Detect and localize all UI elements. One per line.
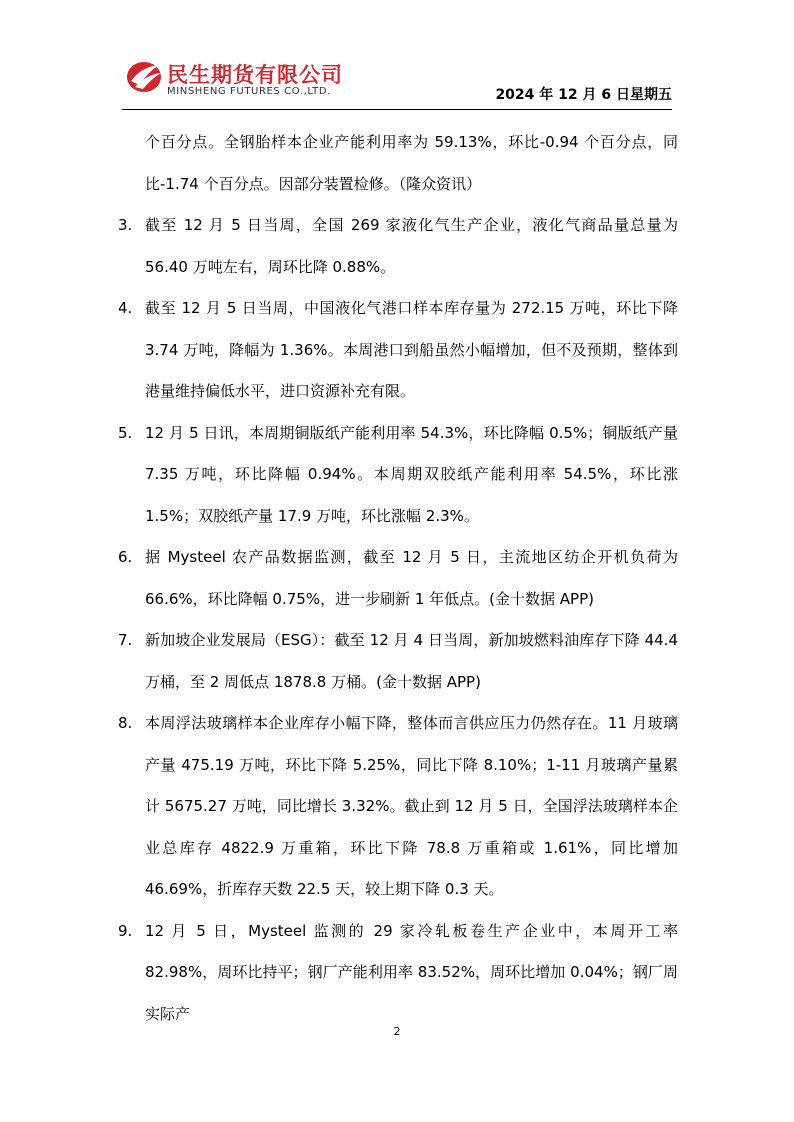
logo-chinese-name: 民生期货有限公司	[167, 63, 343, 87]
list-item	[118, 288, 678, 413]
page-number: 2	[393, 1025, 401, 1038]
item-text: 截至 12 月 5 日当周，全国 269 家液化气生产企业，液化气商品量总量为 56.40 万吨左右，周环比降 0.88%。	[145, 216, 678, 276]
item-text: 新加坡企业发展局（ESG）：截至 12 月 4 日当周，新加坡燃料油库存下降 44.4 万桶，至 2 周低点 1878.8 万桶。(金十数据 APP)	[145, 631, 678, 691]
list-item	[118, 620, 678, 703]
item-text: 据 Mysteel 农产品数据监测，截至 12 月 5 日，主流地区纺企开机负荷为 66.6%，环比降幅 0.75%，进一步刷新 1 年低点。(金十数据 APP)	[145, 548, 678, 608]
item-number: 7.	[118, 631, 133, 649]
list-item	[118, 205, 678, 288]
item-text: 本周浮法玻璃样本企业库存小幅下降，整体而言供应压力仍然存在。11 月玻璃产量 475.19 万吨，环比下降 5.25%，同比下降 8.10%；1-11 月玻璃产量累计 5675.27 万吨，同比增长 3.32%。截止到 12 月 5 日，全国浮法玻璃样本企业总库存 4822.9 万重箱，环比下降 78.8 万重箱或 1.61%，同比增加 46.69%，折库存天数 22.5 天，较上期下降 0.3 天。	[145, 714, 678, 898]
report-date: 2024 年 12 月 6 日星期五	[495, 87, 672, 103]
item-text: 截至 12 月 5 日当周，中国液化气港口样本库存量为 272.15 万吨，环比下降 3.74 万吨，降幅为 1.36%。本周港口到船虽然小幅增加，但不及预期，整体到港量维持偏低水平，进口资源补充有限。	[145, 299, 678, 400]
item-number: 3.	[118, 216, 133, 234]
item-text: 12 月 5 日，Mysteel 监测的 29 家冷轧板卷生产企业中，本周开工率 82.98%，周环比持平；钢厂产能利用率 83.52%，周环比增加 0.04%；钢厂周实际产	[145, 921, 678, 1023]
header-divider	[122, 109, 672, 110]
list-item	[118, 911, 678, 1036]
item-text: 个百分点。全钢胎样本企业产能利用率为 59.13%，环比-0.94 个百分点，同比-1.74 个百分点。因部分装置检修。（隆众资讯）	[145, 133, 678, 193]
logo-english-name: MINSHENG FUTURES CO.,LTD.	[167, 86, 331, 97]
item-number: 6.	[118, 548, 133, 566]
item-number: 9.	[118, 921, 133, 940]
list-item	[118, 703, 678, 911]
list-item	[118, 537, 678, 620]
item-number: 8.	[118, 714, 133, 732]
list-item	[118, 413, 678, 538]
document-body	[118, 122, 678, 1035]
page-header	[0, 0, 794, 125]
company-logo	[125, 55, 365, 105]
item-text: 12 月 5 日讯，本周期铜版纸产能利用率 54.3%，环比降幅 0.5%；铜版纸产量 7.35 万吨，环比降幅 0.94%。本周期双胶纸产能利用率 54.5%，环比涨 1.5%；双胶纸产量 17.9 万吨，环比涨幅 2.3%。	[145, 423, 678, 525]
item-number: 4.	[118, 299, 133, 317]
minsheng-logo-icon	[125, 55, 163, 95]
item-number: 5.	[118, 423, 133, 442]
list-item	[118, 122, 678, 205]
